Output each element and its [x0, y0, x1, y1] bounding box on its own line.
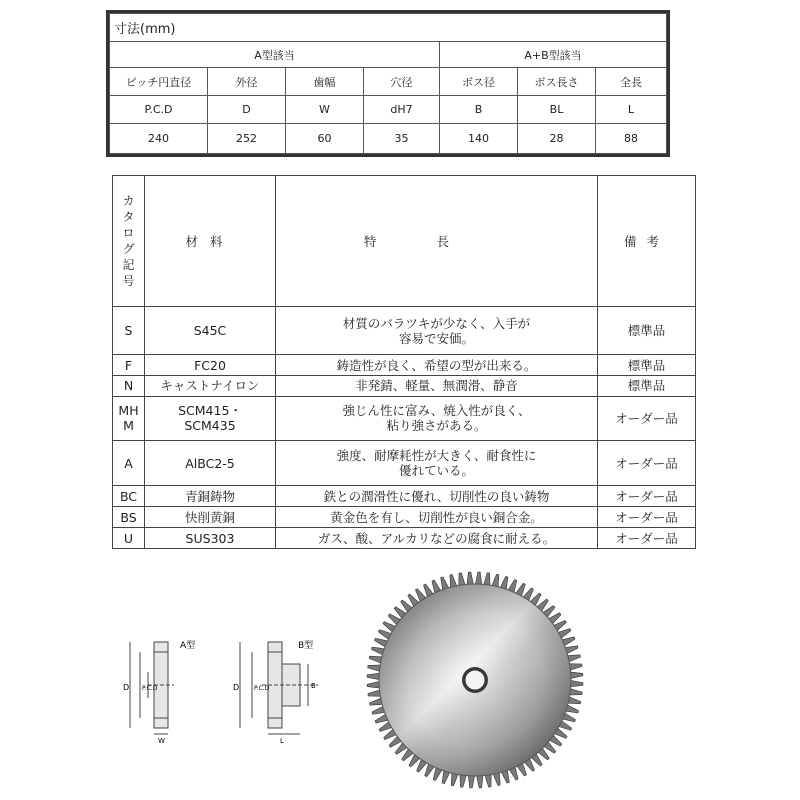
material-note-cell: 標準品	[598, 376, 696, 397]
value-d: 252	[208, 124, 286, 154]
catalog-code-vertical-label: カ タ ロ グ 記 号	[122, 194, 135, 289]
material-code-cell: S	[113, 307, 145, 355]
type-b-label: B型	[298, 641, 314, 651]
symbol-pcd: P.C.D	[110, 96, 208, 124]
material-feature-cell: 強じん性に富み、焼入性が良く、 粘り強さがある。	[276, 396, 598, 440]
group-a-header: A型該当	[110, 42, 440, 68]
material-material-cell: SCM415・ SCM435	[145, 396, 276, 440]
header-feature: 特長	[276, 176, 598, 307]
value-w: 60	[286, 124, 364, 154]
material-note-cell: オーダー品	[598, 440, 696, 486]
symbol-l: L	[596, 96, 667, 124]
dimension-table	[106, 10, 670, 157]
material-row	[113, 307, 696, 355]
material-material-cell: SUS303	[145, 528, 276, 549]
material-code-cell: MH M	[113, 396, 145, 440]
header-pcd: ピッチ円直径	[110, 68, 208, 96]
material-note-cell: 標準品	[598, 355, 696, 376]
type-b-dim-pcd: P.C.D	[254, 685, 270, 692]
type-b-dim-d: D	[233, 683, 240, 692]
header-note: 備考	[598, 176, 696, 307]
material-code-cell: A	[113, 440, 145, 486]
type-b-dim-b: B	[311, 682, 316, 690]
header-material: 材料	[145, 176, 276, 307]
symbol-dh7: dH7	[364, 96, 440, 124]
material-material-cell: S45C	[145, 307, 276, 355]
symbol-d: D	[208, 96, 286, 124]
type-a-dim-d: D	[123, 683, 130, 692]
material-code-cell: N	[113, 376, 145, 397]
value-l: 88	[596, 124, 667, 154]
header-boss-diameter: ボス径	[440, 68, 518, 96]
type-a-label: A型	[180, 641, 196, 651]
material-feature-cell: 非発錆、軽量、無潤滑、静音	[276, 376, 598, 397]
material-code-cell: BS	[113, 507, 145, 528]
type-a-diagram	[118, 630, 228, 745]
type-a-dim-w: W	[158, 737, 165, 745]
type-b-dim-l: L	[280, 737, 284, 745]
material-code-cell: U	[113, 528, 145, 549]
material-feature-cell: ガス、酸、アルカリなどの腐食に耐える。	[276, 528, 598, 549]
value-bl: 28	[518, 124, 596, 154]
material-row	[113, 507, 696, 528]
value-b: 140	[440, 124, 518, 154]
material-material-cell: 快削黄銅	[145, 507, 276, 528]
group-ab-header: A+B型該当	[440, 42, 667, 68]
material-note-cell: オーダー品	[598, 528, 696, 549]
material-row	[113, 396, 696, 440]
type-a-dim-pcd: P.C.D	[142, 685, 158, 692]
material-feature-cell: 材質のバラツキが少なく、入手が 容易で安価。	[276, 307, 598, 355]
material-code-cell: BC	[113, 486, 145, 507]
material-table	[112, 175, 696, 549]
header-boss-length: ボス長さ	[518, 68, 596, 96]
symbol-bl: BL	[518, 96, 596, 124]
material-code-cell: F	[113, 355, 145, 376]
header-bore: 穴径	[364, 68, 440, 96]
type-b-boss	[282, 664, 300, 706]
material-row	[113, 376, 696, 397]
material-row	[113, 528, 696, 549]
material-material-cell: キャストナイロン	[145, 376, 276, 397]
material-feature-cell: 黄金色を有し、切削性が良い銅合金。	[276, 507, 598, 528]
material-note-cell: オーダー品	[598, 507, 696, 528]
type-b-diagram	[228, 630, 348, 745]
material-note-cell: 標準品	[598, 307, 696, 355]
spur-gear-image	[365, 570, 585, 790]
material-note-cell: オーダー品	[598, 396, 696, 440]
material-feature-cell: 鋳造性が良く、希望の型が出来る。	[276, 355, 598, 376]
material-material-cell: 青銅鋳物	[145, 486, 276, 507]
material-material-cell: FC20	[145, 355, 276, 376]
material-row	[113, 355, 696, 376]
header-total-length: 全長	[596, 68, 667, 96]
material-material-cell: AlBC2-5	[145, 440, 276, 486]
material-row	[113, 486, 696, 507]
value-dh7: 35	[364, 124, 440, 154]
dimension-caption: 寸法(mm)	[110, 14, 667, 42]
material-row	[113, 440, 696, 486]
header-face-width: 歯幅	[286, 68, 364, 96]
symbol-b: B	[440, 96, 518, 124]
material-feature-cell: 鉄との潤滑性に優れ、切削性の良い鋳物	[276, 486, 598, 507]
value-pcd: 240	[110, 124, 208, 154]
symbol-w: W	[286, 96, 364, 124]
material-feature-cell: 強度、耐摩耗性が大きく、耐食性に 優れている。	[276, 440, 598, 486]
header-outer-diameter: 外径	[208, 68, 286, 96]
header-catalog-code	[113, 176, 145, 307]
material-note-cell: オーダー品	[598, 486, 696, 507]
